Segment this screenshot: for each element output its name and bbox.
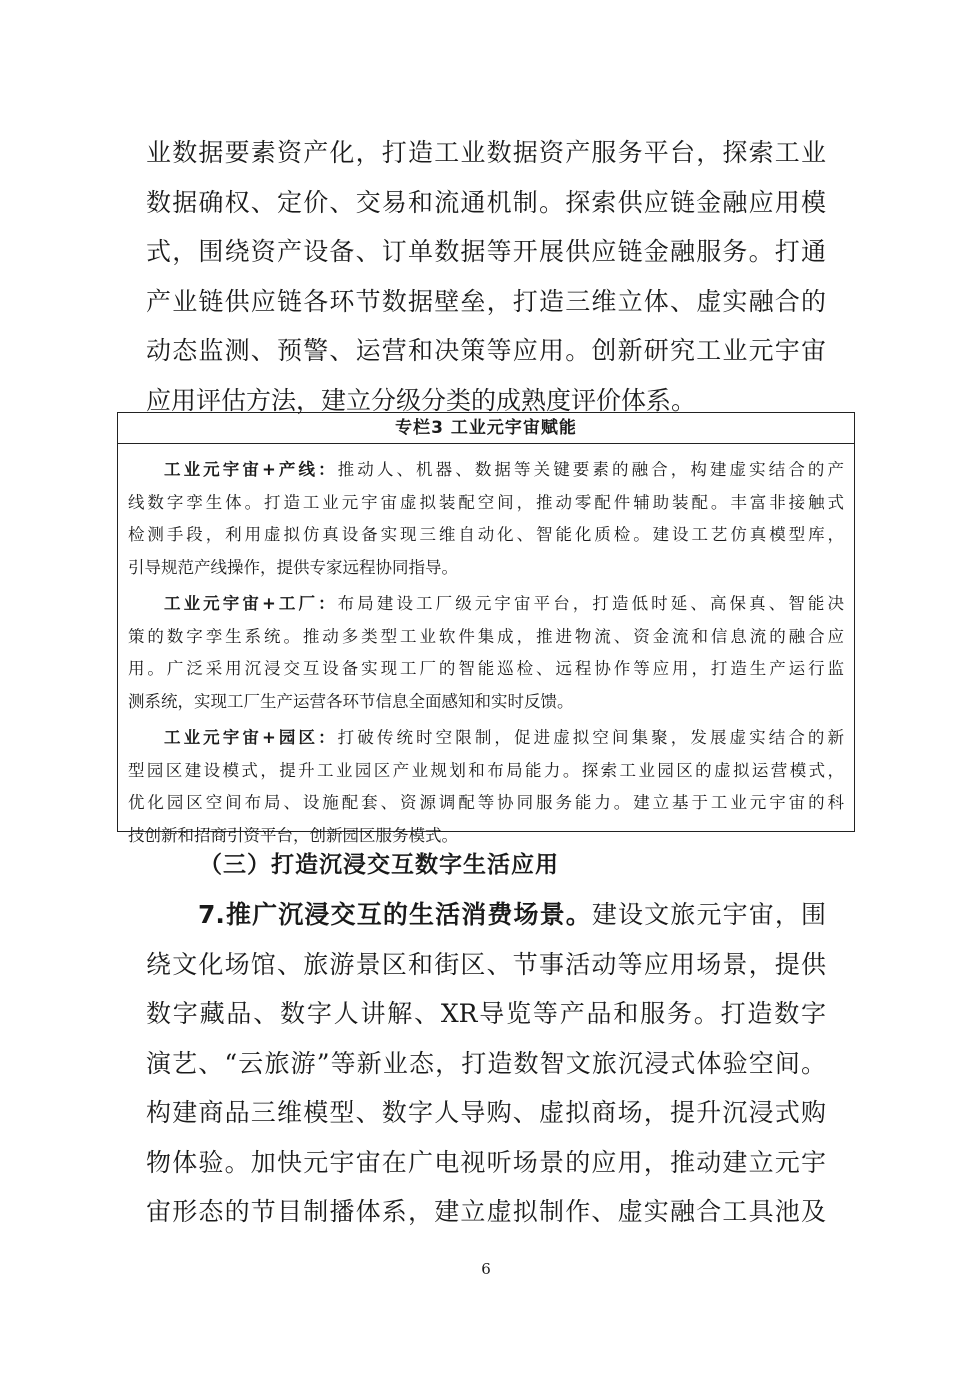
text-span: 建设文旅元宇宙，围: [591, 900, 826, 929]
text-line: 优化园区空间布局、设施配套、资源调配等协同服务能力。建立基于工业元宇宙的科: [128, 793, 844, 812]
text-line: 动态监测、预警、运营和决策等应用。创新研究工业元宇宙: [146, 336, 826, 365]
box-body: [118, 444, 854, 852]
section-heading: （三）打造沉浸交互数字生活应用: [199, 852, 559, 878]
text-line: 策的数字孪生系统。推动多类型工业软件集成，推进物流、资金流和信息流的融合应: [128, 626, 844, 646]
text-line: 测系统，实现工厂生产运营各环节信息全面感知和实时反馈。: [128, 691, 574, 711]
text-span: 打破传统时空限制，促进虚拟空间集聚，发展虚实结合的新: [337, 728, 845, 747]
text-line: 应用评估方法，建立分级分类的成熟度评价体系。: [146, 385, 697, 415]
text-line: [128, 588, 844, 621]
paragraph-lead: 7.推广沉浸交互的生活消费场景。: [198, 900, 592, 929]
feature-box: [117, 412, 855, 845]
box-title: 专栏3 工业元宇宙赋能: [118, 413, 854, 444]
text-span: 推动人、机器、数据等关键要素的融合，构建虚实结合的产: [337, 460, 845, 479]
text-line: 物体验。加快元宇宙在广电视听场景的应用，推动建立元宇: [146, 1147, 826, 1177]
text-line: 绕文化场馆、旅游景区和街区、节事活动等应用场景，提供: [146, 949, 826, 979]
text-line: 产业链供应链各环节数据壁垒，打造三维立体、虚实融合的: [146, 286, 826, 316]
text-line: [128, 454, 844, 487]
text-line: [128, 722, 844, 755]
paragraph-lead: 工业元宇宙+工厂：: [164, 594, 338, 613]
box-paragraph-production-line: [128, 454, 844, 584]
text-span: 布局建设工厂级元宇宙平台，打造低时延、高保真、智能决: [337, 594, 845, 613]
body-paragraph: [146, 890, 826, 1237]
text-line: 数字藏品、数字人讲解、XR导览等产品和服务。打造数字: [146, 999, 826, 1028]
text-line: 检测手段，利用虚拟仿真设备实现三维自动化、智能化质检。建设工艺仿真模型库，: [128, 525, 844, 544]
text-line: 引导规范产线操作，提供专家远程协同指导。: [128, 557, 458, 577]
paragraph-lead: 工业元宇宙+产线：: [164, 460, 338, 479]
text-line: 线数字孪生体。打造工业元宇宙虚拟装配空间，推动零配件辅助装配。丰富非接触式: [128, 492, 844, 512]
paragraph-lead: 工业元宇宙+园区：: [164, 728, 338, 747]
text-line: 型园区建设模式，提升工业园区产业规划和布局能力。探索工业园区的虚拟运营模式，: [128, 760, 844, 780]
text-line: 业数据要素资产化，打造工业数据资产服务平台，探索工业: [146, 138, 826, 167]
text-line: 用。广泛采用沉浸交互设备实现工厂的智能巡检、远程协作等应用，打造生产运行监: [128, 659, 844, 678]
box-paragraph-factory: [128, 588, 844, 718]
intro-paragraph: [146, 128, 826, 425]
text-line: [146, 890, 826, 940]
text-line: 构建商品三维模型、数字人导购、虚拟商场，提升沉浸式购: [146, 1098, 826, 1127]
text-line: 技创新和招商引资平台，创新园区服务模式。: [128, 825, 458, 845]
text-line: 演艺、“云旅游”等新业态，打造数智文旅沉浸式体验空间。: [146, 1048, 826, 1078]
text-line: 数据确权、定价、交易和流通机制。探索供应链金融应用模: [146, 187, 826, 217]
box-paragraph-park: [128, 722, 844, 852]
text-line: 式，围绕资产设备、订单数据等开展供应链金融服务。打通: [146, 237, 826, 266]
page-number: 6: [481, 1260, 491, 1278]
text-line: 宙形态的节目制播体系，建立虚拟制作、虚实融合工具池及: [146, 1197, 826, 1226]
